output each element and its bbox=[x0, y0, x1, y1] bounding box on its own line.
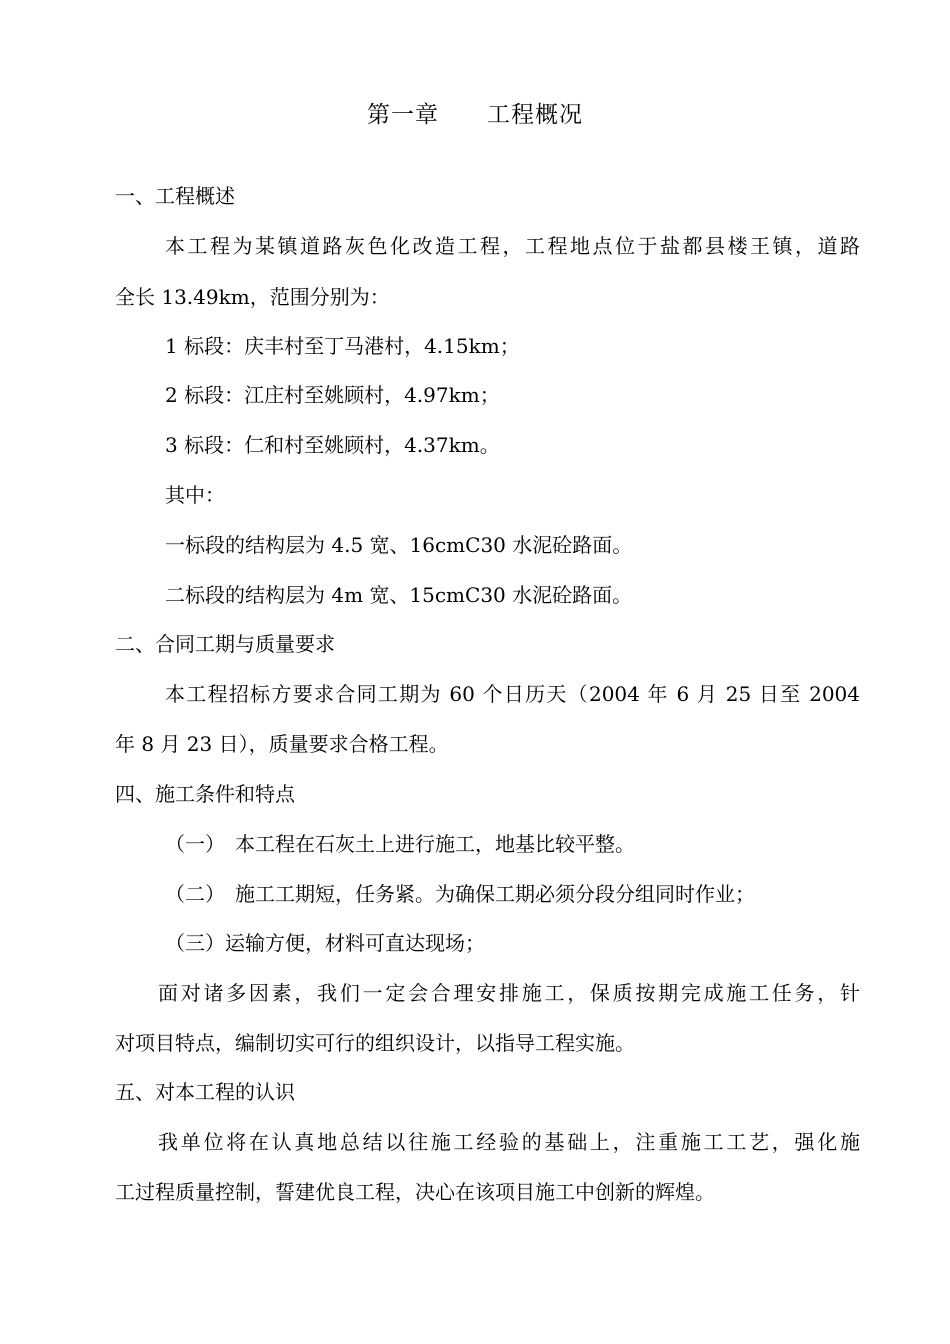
paragraph-line: 我单位将在认真地总结以往施工经验的基础上，注重施工工艺，强化施 bbox=[158, 1130, 860, 1154]
paragraph-line: 一标段的结构层为 4.5 宽、16cmC30 水泥砼路面。 bbox=[165, 533, 633, 557]
paragraph-line: 全长 13.49km，范围分别为： bbox=[115, 285, 390, 309]
list-item: 3 标段：仁和村至姚顾村，4.37km。 bbox=[165, 433, 500, 457]
list-item: （三）运输方便，材料可直达现场； bbox=[165, 931, 485, 955]
chapter-title: 第一章 工程概况 bbox=[367, 102, 583, 128]
paragraph-line: 年 8 月 23 日），质量要求合格工程。 bbox=[115, 732, 449, 756]
section-heading-overview: 一、工程概述 bbox=[115, 184, 235, 208]
paragraph-line: 其中： bbox=[165, 483, 225, 507]
paragraph-line: 本工程招标方要求合同工期为 60 个日历天（2004 年 6 月 25 日至 2004 bbox=[165, 682, 860, 706]
paragraph-line: 二标段的结构层为 4m 宽、15cmC30 水泥砼路面。 bbox=[165, 583, 633, 607]
list-item: 1 标段：庆丰村至丁马港村，4.15km； bbox=[165, 334, 520, 358]
paragraph-line: 本工程为某镇道路灰色化改造工程，工程地点位于盐都县楼王镇，道路 bbox=[165, 234, 860, 258]
paragraph-line: 对项目特点，编制切实可行的组织设计，以指导工程实施。 bbox=[115, 1031, 635, 1055]
paragraph-line: 面对诸多因素，我们一定会合理安排施工，保质按期完成施工任务，针 bbox=[158, 981, 860, 1005]
paragraph-line: 工过程质量控制，誓建优良工程，决心在该项目施工中创新的辉煌。 bbox=[115, 1180, 715, 1204]
list-item: （一） 本工程在石灰土上进行施工，地基比较平整。 bbox=[165, 832, 635, 856]
section-heading-conditions: 四、施工条件和特点 bbox=[115, 782, 295, 806]
section-heading-schedule: 二、合同工期与质量要求 bbox=[115, 632, 335, 656]
list-item: （二） 施工工期短，任务紧。为确保工期必须分段分组同时作业； bbox=[165, 882, 755, 906]
list-item: 2 标段：江庄村至姚顾村，4.97km； bbox=[165, 383, 500, 407]
section-heading-understanding: 五、对本工程的认识 bbox=[115, 1080, 295, 1104]
